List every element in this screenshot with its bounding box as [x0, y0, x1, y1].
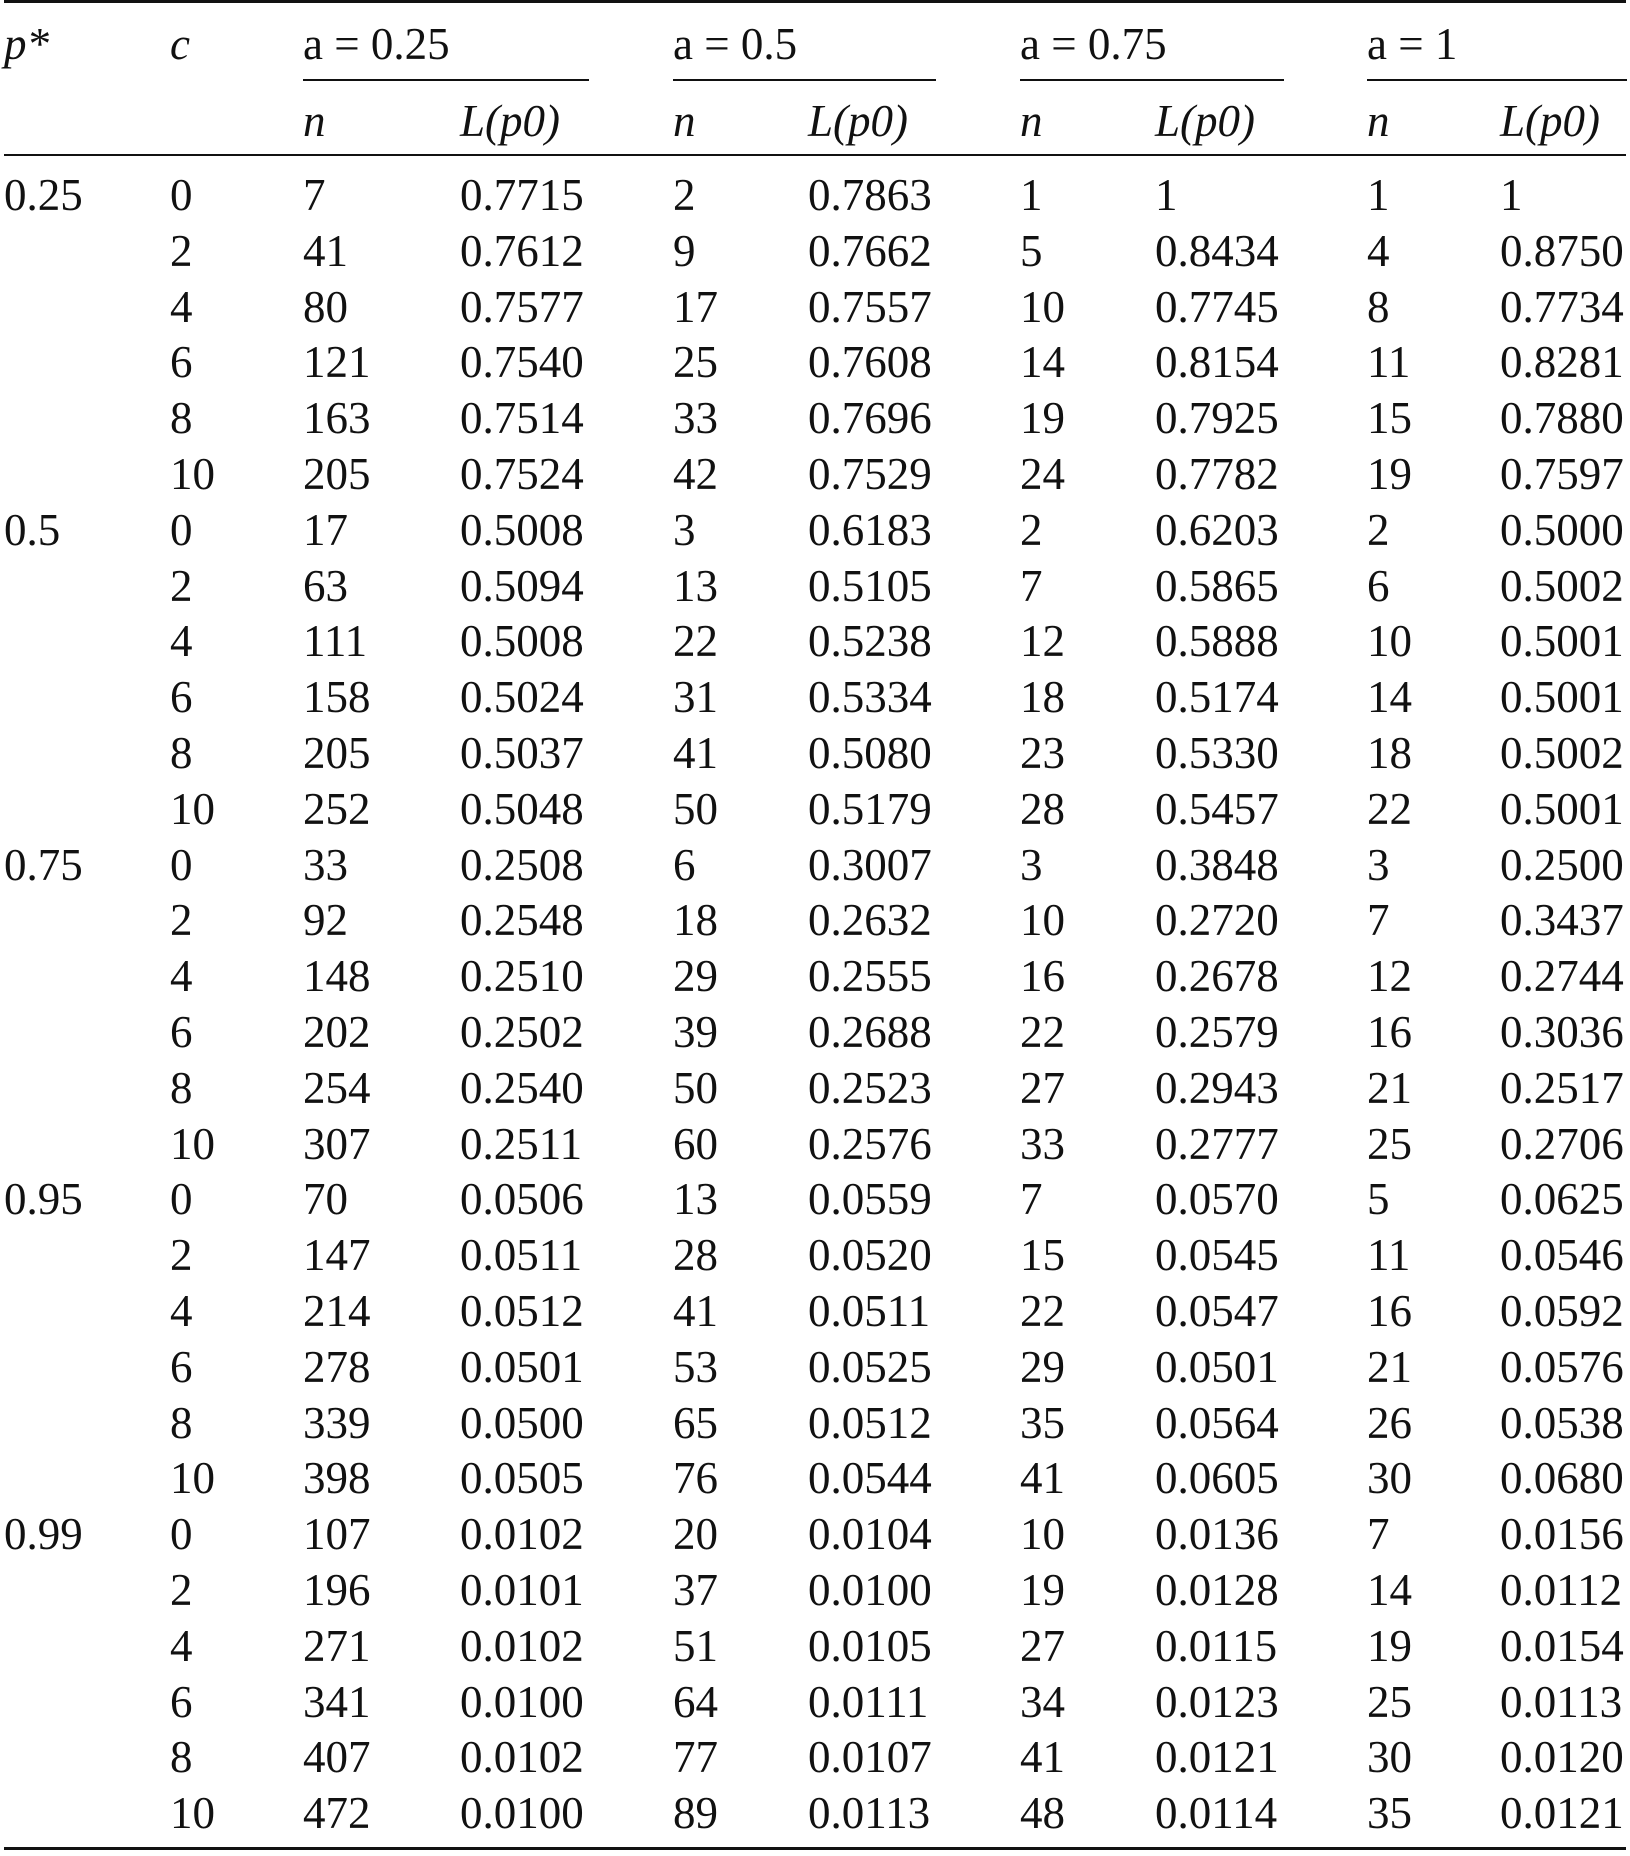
- cell-L-a1: 0.5001: [1500, 616, 1624, 666]
- cell-L-a05: 0.7557: [808, 282, 932, 332]
- cell-L-a1: 0.5001: [1500, 672, 1624, 722]
- cell-L-a075: 0.8434: [1155, 226, 1279, 276]
- cell-L-a075: 0.2720: [1155, 895, 1279, 945]
- cell-L-a075: 0.2678: [1155, 951, 1279, 1001]
- pstar-cell: 0.99: [4, 1509, 83, 1559]
- cell-n-a1: 12: [1367, 951, 1412, 1001]
- cell-L-a1: 0.0592: [1500, 1286, 1624, 1336]
- cell-L-a1: 0.0576: [1500, 1342, 1624, 1392]
- cell-L-a025: 0.0100: [460, 1677, 584, 1727]
- cell-n-a05: 89: [673, 1788, 718, 1838]
- cell-L-a075: 0.8154: [1155, 337, 1279, 387]
- c-cell: 10: [170, 784, 215, 834]
- cell-n-a1: 35: [1367, 1788, 1412, 1838]
- cell-n-a05: 37: [673, 1565, 718, 1615]
- cell-L-a05: 0.0511: [808, 1286, 931, 1336]
- subheader-L-a075: L(p0): [1155, 96, 1255, 146]
- cell-n-a075: 24: [1020, 449, 1065, 499]
- cell-L-a075: 0.7925: [1155, 393, 1279, 443]
- c-cell: 2: [170, 1230, 193, 1280]
- cell-n-a1: 30: [1367, 1453, 1412, 1503]
- cell-n-a075: 23: [1020, 728, 1065, 778]
- c-cell: 0: [170, 505, 193, 555]
- cell-L-a1: 0.0113: [1500, 1677, 1623, 1727]
- cell-n-a05: 9: [673, 226, 696, 276]
- c-cell: 10: [170, 449, 215, 499]
- group-rule-a05: [673, 79, 936, 81]
- cell-n-a05: 6: [673, 840, 696, 890]
- subheader-n-a1: n: [1367, 96, 1390, 146]
- cell-L-a025: 0.0102: [460, 1621, 584, 1671]
- c-cell: 6: [170, 1007, 193, 1057]
- c-cell: 4: [170, 616, 193, 666]
- cell-L-a025: 0.0501: [460, 1342, 584, 1392]
- cell-n-a05: 42: [673, 449, 718, 499]
- cell-n-a075: 27: [1020, 1063, 1065, 1113]
- cell-L-a075: 0.7782: [1155, 449, 1279, 499]
- cell-n-a05: 41: [673, 1286, 718, 1336]
- cell-L-a025: 0.5037: [460, 728, 584, 778]
- c-cell: 10: [170, 1453, 215, 1503]
- cell-n-a1: 21: [1367, 1342, 1412, 1392]
- cell-n-a075: 3: [1020, 840, 1043, 890]
- cell-L-a05: 0.0104: [808, 1509, 932, 1559]
- cell-L-a1: 0.8750: [1500, 226, 1624, 276]
- header-group-a025: a = 0.25: [303, 19, 450, 69]
- cell-L-a025: 0.5048: [460, 784, 584, 834]
- cell-L-a025: 0.7715: [460, 170, 584, 220]
- c-cell: 6: [170, 672, 193, 722]
- cell-n-a05: 28: [673, 1230, 718, 1280]
- c-cell: 6: [170, 1677, 193, 1727]
- cell-n-a05: 77: [673, 1732, 718, 1782]
- cell-n-a075: 10: [1020, 1509, 1065, 1559]
- header-group-a075: a = 0.75: [1020, 19, 1167, 69]
- cell-L-a025: 0.5008: [460, 505, 584, 555]
- c-cell: 2: [170, 1565, 193, 1615]
- cell-n-a075: 41: [1020, 1453, 1065, 1503]
- cell-L-a075: 0.0114: [1155, 1788, 1278, 1838]
- c-cell: 4: [170, 1621, 193, 1671]
- c-cell: 8: [170, 1398, 193, 1448]
- cell-n-a025: 147: [303, 1230, 371, 1280]
- cell-n-a025: 214: [303, 1286, 371, 1336]
- c-cell: 6: [170, 337, 193, 387]
- cell-n-a1: 19: [1367, 449, 1412, 499]
- cell-n-a1: 30: [1367, 1732, 1412, 1782]
- subheader-L-a025: L(p0): [460, 96, 560, 146]
- cell-L-a1: 0.0538: [1500, 1398, 1624, 1448]
- cell-L-a025: 0.0101: [460, 1565, 584, 1615]
- cell-L-a025: 0.2540: [460, 1063, 584, 1113]
- cell-L-a05: 0.5179: [808, 784, 932, 834]
- cell-L-a1: 0.0156: [1500, 1509, 1624, 1559]
- cell-n-a025: 205: [303, 728, 371, 778]
- cell-n-a1: 11: [1367, 337, 1411, 387]
- group-rule-a1: [1367, 79, 1627, 81]
- cell-n-a05: 65: [673, 1398, 718, 1448]
- cell-n-a075: 35: [1020, 1398, 1065, 1448]
- cell-n-a075: 15: [1020, 1230, 1065, 1280]
- cell-L-a025: 0.0102: [460, 1509, 584, 1559]
- cell-L-a1: 0.5000: [1500, 505, 1624, 555]
- cell-L-a05: 0.2688: [808, 1007, 932, 1057]
- cell-n-a025: 398: [303, 1453, 371, 1503]
- cell-L-a075: 0.0570: [1155, 1174, 1279, 1224]
- cell-n-a05: 33: [673, 393, 718, 443]
- cell-n-a075: 19: [1020, 1565, 1065, 1615]
- cell-n-a025: 121: [303, 337, 371, 387]
- cell-L-a1: 0.0112: [1500, 1565, 1623, 1615]
- cell-n-a05: 76: [673, 1453, 718, 1503]
- pstar-cell: 0.75: [4, 840, 83, 890]
- cell-n-a05: 29: [673, 951, 718, 1001]
- c-cell: 0: [170, 840, 193, 890]
- cell-n-a05: 17: [673, 282, 718, 332]
- cell-n-a025: 252: [303, 784, 371, 834]
- cell-L-a075: 0.0547: [1155, 1286, 1279, 1336]
- cell-L-a05: 0.7696: [808, 393, 932, 443]
- cell-L-a05: 0.0107: [808, 1732, 932, 1782]
- cell-n-a1: 4: [1367, 226, 1390, 276]
- cell-n-a025: 202: [303, 1007, 371, 1057]
- cell-L-a075: 0.5330: [1155, 728, 1279, 778]
- cell-L-a075: 0.5174: [1155, 672, 1279, 722]
- cell-L-a05: 0.7863: [808, 170, 932, 220]
- cell-n-a075: 22: [1020, 1286, 1065, 1336]
- cell-n-a075: 33: [1020, 1119, 1065, 1169]
- cell-n-a1: 22: [1367, 784, 1412, 834]
- cell-L-a1: 0.2500: [1500, 840, 1624, 890]
- bottom-rule: [4, 1847, 1626, 1850]
- cell-n-a025: 158: [303, 672, 371, 722]
- cell-n-a1: 25: [1367, 1119, 1412, 1169]
- cell-n-a1: 5: [1367, 1174, 1390, 1224]
- cell-L-a05: 0.0105: [808, 1621, 932, 1671]
- cell-L-a025: 0.5024: [460, 672, 584, 722]
- cell-n-a1: 26: [1367, 1398, 1412, 1448]
- subheader-L-a05: L(p0): [808, 96, 908, 146]
- cell-L-a075: 0.7745: [1155, 282, 1279, 332]
- cell-L-a075: 0.2579: [1155, 1007, 1279, 1057]
- cell-L-a1: 0.3437: [1500, 895, 1624, 945]
- cell-n-a025: 472: [303, 1788, 371, 1838]
- cell-n-a025: 107: [303, 1509, 371, 1559]
- cell-L-a1: 0.0120: [1500, 1732, 1624, 1782]
- cell-L-a05: 0.5080: [808, 728, 932, 778]
- cell-L-a05: 0.2576: [808, 1119, 932, 1169]
- cell-n-a05: 3: [673, 505, 696, 555]
- cell-L-a075: 0.2943: [1155, 1063, 1279, 1113]
- c-cell: 6: [170, 1342, 193, 1392]
- cell-n-a05: 53: [673, 1342, 718, 1392]
- cell-n-a025: 148: [303, 951, 371, 1001]
- cell-L-a05: 0.3007: [808, 840, 932, 890]
- cell-L-a075: 0.0121: [1155, 1732, 1279, 1782]
- cell-n-a1: 16: [1367, 1286, 1412, 1336]
- cell-n-a075: 41: [1020, 1732, 1065, 1782]
- cell-L-a025: 0.2511: [460, 1119, 583, 1169]
- cell-n-a05: 20: [673, 1509, 718, 1559]
- cell-L-a075: 0.0501: [1155, 1342, 1279, 1392]
- cell-n-a1: 19: [1367, 1621, 1412, 1671]
- cell-L-a025: 0.0506: [460, 1174, 584, 1224]
- cell-n-a075: 19: [1020, 393, 1065, 443]
- cell-L-a075: 0.0123: [1155, 1677, 1279, 1727]
- cell-n-a1: 10: [1367, 616, 1412, 666]
- cell-L-a1: 0.7880: [1500, 393, 1624, 443]
- cell-n-a1: 3: [1367, 840, 1390, 890]
- cell-L-a075: 0.0136: [1155, 1509, 1279, 1559]
- cell-L-a075: 0.0115: [1155, 1621, 1278, 1671]
- cell-n-a025: 63: [303, 561, 348, 611]
- cell-L-a025: 0.0512: [460, 1286, 584, 1336]
- subheader-L-a1: L(p0): [1500, 96, 1600, 146]
- cell-L-a025: 0.2502: [460, 1007, 584, 1057]
- header-group-a1: a = 1: [1367, 19, 1458, 69]
- cell-L-a1: 0.5001: [1500, 784, 1624, 834]
- cell-L-a075: 0.0545: [1155, 1230, 1279, 1280]
- c-cell: 4: [170, 951, 193, 1001]
- cell-n-a075: 16: [1020, 951, 1065, 1001]
- cell-L-a05: 0.0559: [808, 1174, 932, 1224]
- cell-n-a075: 27: [1020, 1621, 1065, 1671]
- cell-n-a05: 50: [673, 1063, 718, 1113]
- cell-L-a025: 0.5094: [460, 561, 584, 611]
- header-rule: [4, 154, 1626, 156]
- cell-n-a1: 16: [1367, 1007, 1412, 1057]
- cell-n-a025: 254: [303, 1063, 371, 1113]
- cell-L-a1: 0.7734: [1500, 282, 1624, 332]
- cell-n-a05: 50: [673, 784, 718, 834]
- cell-n-a1: 8: [1367, 282, 1390, 332]
- cell-L-a025: 0.2510: [460, 951, 584, 1001]
- cell-L-a05: 0.0520: [808, 1230, 932, 1280]
- cell-n-a1: 18: [1367, 728, 1412, 778]
- cell-L-a05: 0.7662: [808, 226, 932, 276]
- cell-L-a05: 0.2523: [808, 1063, 932, 1113]
- cell-n-a075: 10: [1020, 282, 1065, 332]
- cell-L-a025: 0.7612: [460, 226, 584, 276]
- cell-n-a025: 271: [303, 1621, 371, 1671]
- cell-n-a1: 1: [1367, 170, 1390, 220]
- cell-L-a025: 0.0100: [460, 1788, 584, 1838]
- cell-L-a1: 0.0680: [1500, 1453, 1624, 1503]
- cell-n-a075: 22: [1020, 1007, 1065, 1057]
- cell-n-a025: 163: [303, 393, 371, 443]
- cell-n-a05: 41: [673, 728, 718, 778]
- cell-L-a075: 0.5457: [1155, 784, 1279, 834]
- cell-L-a1: 0.5002: [1500, 728, 1624, 778]
- cell-L-a075: 0.2777: [1155, 1119, 1279, 1169]
- cell-n-a025: 205: [303, 449, 371, 499]
- c-cell: 2: [170, 561, 193, 611]
- cell-L-a1: 0.0546: [1500, 1230, 1624, 1280]
- cell-n-a05: 22: [673, 616, 718, 666]
- cell-L-a05: 0.6183: [808, 505, 932, 555]
- cell-L-a1: 0.2517: [1500, 1063, 1624, 1113]
- cell-n-a075: 14: [1020, 337, 1065, 387]
- cell-L-a1: 1: [1500, 170, 1523, 220]
- subheader-n-a075: n: [1020, 96, 1043, 146]
- cell-L-a05: 0.5105: [808, 561, 932, 611]
- cell-n-a075: 18: [1020, 672, 1065, 722]
- cell-n-a075: 7: [1020, 561, 1043, 611]
- cell-L-a075: 0.6203: [1155, 505, 1279, 555]
- cell-n-a05: 64: [673, 1677, 718, 1727]
- c-cell: 2: [170, 226, 193, 276]
- cell-n-a05: 2: [673, 170, 696, 220]
- cell-n-a025: 41: [303, 226, 348, 276]
- c-cell: 4: [170, 282, 193, 332]
- cell-L-a05: 0.2555: [808, 951, 932, 1001]
- cell-L-a075: 0.3848: [1155, 840, 1279, 890]
- pstar-cell: 0.95: [4, 1174, 83, 1224]
- cell-L-a1: 0.2744: [1500, 951, 1624, 1001]
- cell-L-a05: 0.0525: [808, 1342, 932, 1392]
- c-cell: 2: [170, 895, 193, 945]
- cell-L-a05: 0.0113: [808, 1788, 931, 1838]
- cell-L-a025: 0.0505: [460, 1453, 584, 1503]
- cell-n-a05: 39: [673, 1007, 718, 1057]
- c-cell: 0: [170, 1509, 193, 1559]
- cell-L-a1: 0.3036: [1500, 1007, 1624, 1057]
- cell-n-a1: 7: [1367, 1509, 1390, 1559]
- cell-L-a075: 0.0564: [1155, 1398, 1279, 1448]
- cell-n-a025: 111: [303, 616, 368, 666]
- cell-n-a1: 15: [1367, 393, 1412, 443]
- cell-L-a1: 0.0121: [1500, 1788, 1624, 1838]
- cell-n-a1: 2: [1367, 505, 1390, 555]
- cell-L-a05: 0.5238: [808, 616, 932, 666]
- header-group-a05: a = 0.5: [673, 19, 798, 69]
- group-rule-a025: [303, 79, 589, 81]
- group-rule-a075: [1020, 79, 1284, 81]
- cell-L-a025: 0.0102: [460, 1732, 584, 1782]
- cell-L-a1: 0.5002: [1500, 561, 1624, 611]
- cell-n-a025: 196: [303, 1565, 371, 1615]
- top-rule: [4, 0, 1626, 3]
- header-c: c: [170, 19, 190, 69]
- cell-n-a1: 6: [1367, 561, 1390, 611]
- cell-L-a05: 0.5334: [808, 672, 932, 722]
- c-cell: 0: [170, 1174, 193, 1224]
- pstar-cell: 0.5: [4, 505, 61, 555]
- c-cell: 8: [170, 1063, 193, 1113]
- c-cell: 8: [170, 1732, 193, 1782]
- cell-L-a1: 0.2706: [1500, 1119, 1624, 1169]
- cell-L-a025: 0.7514: [460, 393, 584, 443]
- cell-n-a075: 7: [1020, 1174, 1043, 1224]
- cell-n-a05: 31: [673, 672, 718, 722]
- cell-n-a05: 60: [673, 1119, 718, 1169]
- cell-n-a1: 11: [1367, 1230, 1411, 1280]
- cell-L-a05: 0.2632: [808, 895, 932, 945]
- cell-n-a075: 1: [1020, 170, 1043, 220]
- c-cell: 10: [170, 1119, 215, 1169]
- cell-n-a025: 307: [303, 1119, 371, 1169]
- cell-L-a05: 0.0512: [808, 1398, 932, 1448]
- cell-L-a1: 0.0625: [1500, 1174, 1624, 1224]
- c-cell: 4: [170, 1286, 193, 1336]
- cell-n-a075: 2: [1020, 505, 1043, 555]
- cell-n-a025: 92: [303, 895, 348, 945]
- cell-n-a025: 339: [303, 1398, 371, 1448]
- cell-n-a05: 51: [673, 1621, 718, 1671]
- cell-L-a025: 0.7540: [460, 337, 584, 387]
- cell-L-a05: 0.0111: [808, 1677, 929, 1727]
- cell-n-a05: 18: [673, 895, 718, 945]
- cell-L-a075: 0.0605: [1155, 1453, 1279, 1503]
- cell-L-a025: 0.0500: [460, 1398, 584, 1448]
- cell-n-a025: 70: [303, 1174, 348, 1224]
- cell-L-a05: 0.0100: [808, 1565, 932, 1615]
- cell-n-a025: 17: [303, 505, 348, 555]
- cell-L-a1: 0.0154: [1500, 1621, 1624, 1671]
- cell-L-a05: 0.7608: [808, 337, 932, 387]
- cell-n-a1: 25: [1367, 1677, 1412, 1727]
- cell-n-a075: 12: [1020, 616, 1065, 666]
- cell-n-a075: 29: [1020, 1342, 1065, 1392]
- pstar-cell: 0.25: [4, 170, 83, 220]
- cell-n-a025: 33: [303, 840, 348, 890]
- cell-n-a1: 14: [1367, 1565, 1412, 1615]
- cell-n-a05: 13: [673, 1174, 718, 1224]
- cell-L-a025: 0.0511: [460, 1230, 583, 1280]
- cell-L-a1: 0.8281: [1500, 337, 1624, 387]
- cell-n-a05: 25: [673, 337, 718, 387]
- cell-L-a075: 0.0128: [1155, 1565, 1279, 1615]
- cell-n-a025: 278: [303, 1342, 371, 1392]
- cell-L-a05: 0.7529: [808, 449, 932, 499]
- cell-L-a025: 0.5008: [460, 616, 584, 666]
- cell-n-a025: 7: [303, 170, 326, 220]
- cell-L-a025: 0.7577: [460, 282, 584, 332]
- cell-L-a1: 0.7597: [1500, 449, 1624, 499]
- cell-n-a025: 407: [303, 1732, 371, 1782]
- cell-n-a05: 13: [673, 561, 718, 611]
- cell-n-a1: 21: [1367, 1063, 1412, 1113]
- c-cell: 0: [170, 170, 193, 220]
- cell-L-a025: 0.2508: [460, 840, 584, 890]
- cell-L-a05: 0.0544: [808, 1453, 932, 1503]
- cell-n-a075: 48: [1020, 1788, 1065, 1838]
- cell-n-a1: 14: [1367, 672, 1412, 722]
- c-cell: 8: [170, 393, 193, 443]
- subheader-n-a05: n: [673, 96, 696, 146]
- cell-n-a1: 7: [1367, 895, 1390, 945]
- cell-L-a075: 1: [1155, 170, 1178, 220]
- cell-n-a075: 5: [1020, 226, 1043, 276]
- cell-L-a025: 0.7524: [460, 449, 584, 499]
- cell-L-a075: 0.5888: [1155, 616, 1279, 666]
- cell-n-a075: 10: [1020, 895, 1065, 945]
- c-cell: 8: [170, 728, 193, 778]
- cell-L-a075: 0.5865: [1155, 561, 1279, 611]
- c-cell: 10: [170, 1788, 215, 1838]
- cell-n-a025: 341: [303, 1677, 371, 1727]
- cell-n-a025: 80: [303, 282, 348, 332]
- cell-n-a075: 28: [1020, 784, 1065, 834]
- cell-L-a025: 0.2548: [460, 895, 584, 945]
- header-pstar: p*: [4, 19, 49, 69]
- cell-n-a075: 34: [1020, 1677, 1065, 1727]
- subheader-n-a025: n: [303, 96, 326, 146]
